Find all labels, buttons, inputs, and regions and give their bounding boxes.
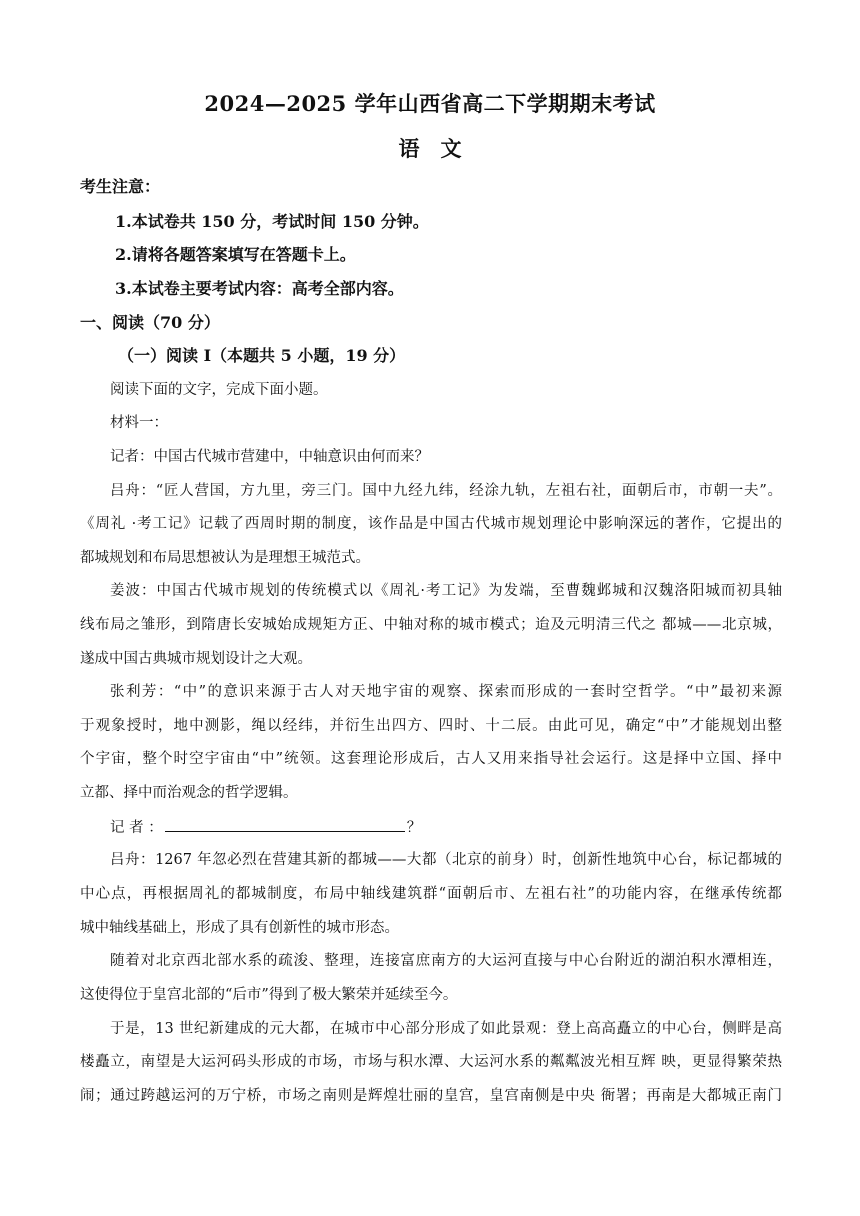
notice-item-2: 2.请将各题答案填写在答题卡上。 (115, 245, 356, 264)
answer-blank (165, 817, 405, 832)
paragraph-line: 线布局之雏形，到隋唐长安城始成规矩方正、中轴对称的城市模式；迨及元明清三代之 都城——北京城， (80, 617, 782, 633)
notice-item-3: 3.本试卷主要考试内容：高考全部内容。 (115, 279, 404, 298)
paragraph-line: 闹；通过跨越运河的万宁桥，市场之南则是辉煌壮丽的皇宫，皇宫南侧是中央 衙署；再南是大都城正南门 (80, 1088, 782, 1104)
paragraph-line: 都城规划和布局思想被认为是理想王城范式。 (80, 550, 370, 566)
paragraph-line: 吕舟：“匠人营国，方九里，旁三门。国中九经九纬，经涂九轨，左祖右社，面朝后市，市朝一夫”。 (110, 483, 782, 499)
paragraph-line: 随着对北京西北部水系的疏浚、整理，连接富庶南方的大运河直接与中心台附近的湖泊积水潭相连， (110, 953, 782, 969)
subsection-heading: （一）阅读 I（本题共 5 小题，19 分） (118, 346, 406, 365)
paragraph-line: 于是，13 世纪新建成的元大都，在城市中心部分形成了如此景观：登上高高矗立的中心台，侧畔是高 (110, 1021, 782, 1037)
notice-heading: 考生注意： (80, 177, 161, 196)
paragraph-line: 于观象授时，地中测影，绳以经纬，并衍生出四方、四时、十二辰。由此可见，确定“中”才能规划出整 (80, 718, 782, 734)
paragraph-line: 记者：中国古代城市营建中，中轴意识由何而来？ (110, 449, 429, 465)
paragraph-line: 遂成中国古典城市规划设计之大观。 (80, 651, 312, 667)
material-label: 材料一： (110, 415, 168, 431)
paragraph-line: 城中轴线基础上，形成了具有创新性的城市形态。 (80, 920, 399, 936)
subject-title: 语 文 (398, 136, 462, 161)
instruction-text: 阅读下面的文字，完成下面小题。 (110, 382, 328, 398)
paragraph-line: 张利芳：“中”的意识来源于古人对天地宇宙的观察、探索而形成的一套时空哲学。“中”最初来源 (110, 684, 782, 700)
paragraph-line: 《周礼 ·考工记》记载了西周时期的制度，该作品是中国古代城市规划理论中影响深远的著作，它提出的 (80, 516, 782, 532)
paragraph-line: 吕舟：1267 年忽必烈在营建其新的都城——大都（北京的前身）时，创新性地筑中心台，标记都城的 (110, 852, 782, 868)
paragraph-line: 这使得位于皇宫北部的“后市”得到了极大繁荣并延续至今。 (80, 987, 458, 1003)
paragraph-line: 楼矗立，南望是大运河码头形成的市场，市场与积水潭、大运河水系的粼粼波光相互辉 映，更显得繁荣热 (80, 1054, 782, 1070)
exam-title: 2024—2025 学年山西省高二下学期期末考试 (204, 91, 656, 116)
question-speaker: 记 者 ： (110, 820, 163, 836)
notice-item-1: 1.本试卷共 150 分，考试时间 150 分钟。 (115, 212, 429, 231)
paragraph-line: 个宇宙，整个时空宇宙由“中”统领。这套理论形成后，古人又用来指导社会运行。这是择中立国、择中 (80, 751, 782, 767)
question-mark: ？ (406, 820, 422, 836)
paragraph-line: 立都、择中而治观念的哲学逻辑。 (80, 785, 298, 801)
paragraph-line: 姜波：中国古代城市规划的传统模式以《周礼·考工记》为发端，至曹魏邺城和汉魏洛阳城而初具轴 (110, 583, 782, 599)
question-line (110, 817, 421, 838)
paragraph-line: 中心点，再根据周礼的都城制度，布局中轴线建筑群“面朝后市、左祖右社”的功能内容，在继承传统都 (80, 886, 782, 902)
section-heading: 一、阅读（70 分） (80, 313, 220, 332)
